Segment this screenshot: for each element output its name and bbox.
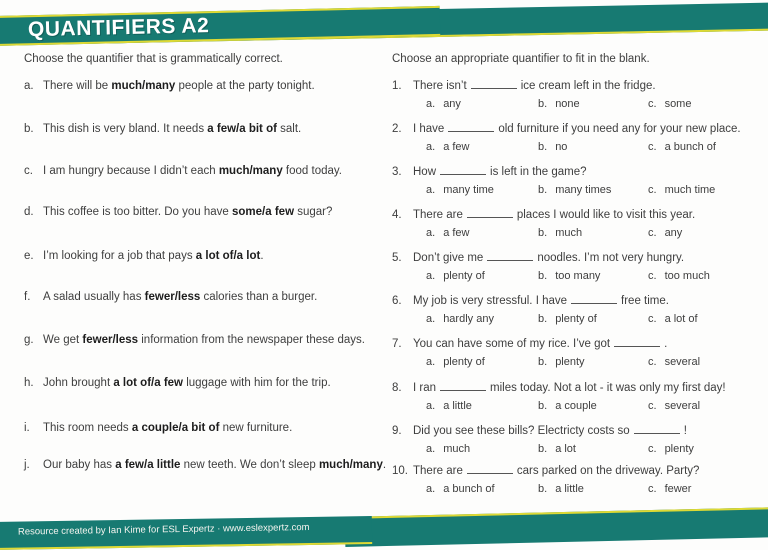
- option-label: plenty of: [443, 270, 485, 282]
- answer-blank: [614, 337, 660, 347]
- item-text: [43, 79, 388, 93]
- left-item: [24, 290, 388, 304]
- option-c: [648, 356, 766, 369]
- option-label: several: [664, 356, 701, 368]
- option-label: too much: [664, 270, 710, 282]
- item-bold: a lot of/a few: [113, 377, 183, 389]
- question-post: free time.: [621, 295, 669, 307]
- option-label: any: [443, 98, 461, 110]
- question-post: cars parked on the driveway. Party?: [516, 465, 700, 477]
- option-letter: a.: [426, 483, 436, 495]
- question-pre: There are: [413, 209, 463, 221]
- page-title: QUANTIFIERS A2: [27, 14, 210, 42]
- left-instruction: Choose the quantifier that is grammatically correct.: [24, 53, 283, 65]
- option-letter: c.: [648, 400, 657, 412]
- question-line: [392, 294, 766, 308]
- option-label: much time: [664, 184, 716, 196]
- question-line: [392, 337, 766, 351]
- option-letter: a.: [426, 98, 436, 110]
- option-b: [538, 483, 648, 496]
- left-item: [24, 164, 388, 178]
- options-row: [392, 400, 766, 413]
- item-post2: .: [382, 459, 387, 471]
- option-label: many times: [555, 184, 612, 196]
- question-pre: There isn’t: [413, 80, 467, 92]
- item-pre: There will be: [43, 80, 112, 92]
- item-pre: I am hungry because I didn’t each: [43, 165, 219, 177]
- option-label: plenty of: [555, 313, 597, 325]
- left-item: [24, 421, 388, 435]
- option-letter: c.: [648, 227, 657, 239]
- left-item: [24, 79, 388, 93]
- option-label: several: [664, 400, 701, 412]
- footer-ribbon-back: [345, 507, 768, 547]
- option-letter: a.: [426, 443, 436, 455]
- option-label: much: [443, 443, 471, 455]
- right-item: [392, 122, 766, 154]
- option-c: [648, 400, 766, 413]
- right-item: [392, 208, 766, 240]
- option-letter: a.: [426, 227, 436, 239]
- question-number: 5.: [392, 252, 402, 264]
- option-label: hardly any: [443, 313, 494, 325]
- option-letter: b.: [538, 443, 548, 455]
- question-post: noodles. I’m not very hungry.: [537, 252, 685, 264]
- option-a: [426, 141, 538, 154]
- item-post: people at the party tonight.: [175, 80, 315, 92]
- option-letter: b.: [538, 227, 548, 239]
- option-label: a lot of: [664, 313, 698, 325]
- question-pre: Did you see these bills? Electricty costs so: [413, 425, 630, 437]
- item-post: .: [260, 250, 264, 262]
- answer-blank: [571, 294, 617, 304]
- question-line: [392, 165, 766, 179]
- answer-blank: [467, 208, 513, 218]
- option-label: much: [555, 227, 583, 239]
- question-post: .: [664, 338, 668, 350]
- item-letter: f.: [24, 291, 31, 303]
- option-letter: b.: [538, 483, 548, 495]
- option-label: a little: [443, 400, 472, 412]
- item-letter: h.: [24, 377, 34, 389]
- item-letter: c.: [24, 165, 33, 177]
- item-letter: a.: [24, 80, 34, 92]
- option-b: [538, 313, 648, 326]
- option-b: [538, 141, 648, 154]
- option-label: a bunch of: [664, 141, 716, 153]
- question-post: miles today. Not a lot - it was only my first day!: [490, 382, 726, 394]
- option-label: some: [664, 98, 692, 110]
- option-b: [538, 184, 648, 197]
- item-bold2: much/many: [318, 459, 383, 471]
- option-letter: c.: [648, 184, 657, 196]
- options-row: [392, 313, 766, 326]
- option-c: [648, 141, 766, 154]
- item-pre: A salad usually has: [43, 291, 145, 303]
- item-post: new furniture.: [219, 422, 293, 434]
- item-pre: We get: [43, 334, 83, 346]
- item-post: food today.: [282, 165, 342, 177]
- option-letter: a.: [426, 141, 436, 153]
- option-label: a bunch of: [443, 483, 495, 495]
- item-post: new teeth. We don’t sleep: [180, 459, 319, 471]
- right-item: [392, 79, 766, 111]
- option-letter: a.: [426, 313, 436, 325]
- question-number: 9.: [392, 425, 402, 437]
- right-item: [392, 464, 766, 496]
- options-row: [392, 443, 766, 456]
- option-c: [648, 483, 766, 496]
- question-pre: You can have some of my rice. I’ve got: [413, 338, 611, 350]
- option-b: [538, 443, 648, 456]
- answer-blank: [440, 381, 486, 391]
- question-number: 1.: [392, 80, 402, 92]
- option-letter: b.: [538, 184, 548, 196]
- right-item: [392, 251, 766, 283]
- option-letter: c.: [648, 270, 657, 282]
- option-b: [538, 400, 648, 413]
- item-pre: This coffee is too bitter. Do you have: [43, 206, 233, 218]
- option-label: too many: [555, 270, 601, 282]
- right-item: [392, 294, 766, 326]
- item-bold: a lot of/a lot: [195, 250, 261, 262]
- option-letter: b.: [538, 356, 548, 368]
- left-item: [24, 205, 388, 219]
- option-a: [426, 184, 538, 197]
- header-ribbon: [0, 6, 440, 46]
- item-pre: This dish is very bland. It needs: [43, 123, 208, 135]
- item-bold: some/a few: [232, 206, 295, 218]
- answer-blank: [467, 464, 513, 474]
- question-post: is left in the game?: [490, 166, 587, 178]
- item-text: [43, 376, 388, 390]
- option-c: [648, 184, 766, 197]
- question-pre: There are: [413, 465, 463, 477]
- item-pre: This room needs: [43, 422, 132, 434]
- item-text: [43, 205, 388, 219]
- item-bold: fewer/less: [144, 291, 201, 303]
- left-item: [24, 249, 388, 263]
- option-label: plenty of: [443, 356, 485, 368]
- question-number: 8.: [392, 382, 402, 394]
- answer-blank: [471, 79, 517, 89]
- option-label: fewer: [664, 483, 692, 495]
- item-post: luggage with him for the trip.: [183, 377, 331, 389]
- option-c: [648, 98, 766, 111]
- option-b: [538, 270, 648, 283]
- item-pre: John brought: [43, 377, 114, 389]
- options-row: [392, 98, 766, 111]
- item-post: information from the newspaper these days.: [138, 334, 365, 346]
- answer-blank: [440, 165, 486, 175]
- item-letter: i.: [24, 422, 30, 434]
- option-letter: b.: [538, 400, 548, 412]
- item-text: [43, 164, 388, 178]
- question-number: 4.: [392, 209, 402, 221]
- question-line: [392, 208, 766, 222]
- question-line: [392, 381, 766, 395]
- item-bold: a few/a bit of: [207, 123, 277, 135]
- item-post: sugar?: [294, 206, 333, 218]
- left-item: [24, 458, 388, 472]
- option-b: [538, 227, 648, 240]
- question-line: [392, 251, 766, 265]
- option-c: [648, 443, 766, 456]
- item-text: [43, 290, 388, 304]
- options-row: [392, 141, 766, 154]
- item-text: [43, 249, 388, 263]
- option-label: a little: [555, 483, 584, 495]
- option-letter: c.: [648, 356, 657, 368]
- question-number: 6.: [392, 295, 402, 307]
- item-pre: Our baby has: [43, 459, 116, 471]
- question-post: places I would like to visit this year.: [516, 209, 696, 221]
- question-pre: My job is very stressful. I have: [413, 295, 568, 307]
- question-post: !: [683, 425, 687, 437]
- option-a: [426, 227, 538, 240]
- question-pre: Don’t give me: [413, 252, 484, 264]
- item-text: [43, 122, 388, 136]
- item-post: salt.: [276, 123, 302, 135]
- option-label: many time: [443, 184, 494, 196]
- option-label: a lot: [555, 443, 576, 455]
- option-label: plenty: [555, 356, 585, 368]
- answer-blank: [448, 122, 494, 132]
- item-bold: a few/a little: [115, 459, 181, 471]
- option-label: none: [555, 98, 580, 110]
- option-b: [538, 98, 648, 111]
- answer-blank: [634, 424, 680, 434]
- item-letter: b.: [24, 123, 34, 135]
- item-letter: d.: [24, 206, 34, 218]
- left-item: [24, 333, 388, 347]
- option-letter: a.: [426, 400, 436, 412]
- option-letter: c.: [648, 141, 657, 153]
- item-text: [43, 421, 388, 435]
- option-c: [648, 313, 766, 326]
- option-c: [648, 227, 766, 240]
- question-post: old furniture if you need any for your new place.: [498, 123, 741, 135]
- option-letter: c.: [648, 483, 657, 495]
- footer-ribbon: [0, 516, 372, 550]
- option-a: [426, 483, 538, 496]
- option-label: a couple: [555, 400, 597, 412]
- option-label: a few: [443, 141, 470, 153]
- option-label: plenty: [664, 443, 694, 455]
- option-a: [426, 356, 538, 369]
- option-letter: b.: [538, 270, 548, 282]
- right-item: [392, 337, 766, 369]
- option-a: [426, 98, 538, 111]
- item-post: calories than a burger.: [200, 291, 318, 303]
- option-letter: b.: [538, 313, 548, 325]
- option-letter: c.: [648, 98, 657, 110]
- option-letter: c.: [648, 313, 657, 325]
- option-c: [648, 270, 766, 283]
- right-item: [392, 381, 766, 413]
- item-letter: j.: [24, 459, 30, 471]
- item-bold: much/many: [111, 80, 176, 92]
- option-letter: b.: [538, 98, 548, 110]
- option-a: [426, 270, 538, 283]
- options-row: [392, 483, 766, 496]
- item-text: [43, 333, 388, 347]
- options-row: [392, 356, 766, 369]
- question-pre: I have: [413, 123, 445, 135]
- question-line: [392, 464, 766, 478]
- item-bold: much/many: [218, 165, 283, 177]
- options-row: [392, 227, 766, 240]
- question-number: 7.: [392, 338, 402, 350]
- right-item: [392, 424, 766, 456]
- left-item: [24, 122, 388, 136]
- item-bold: a couple/a bit of: [131, 422, 220, 434]
- item-letter: e.: [24, 250, 34, 262]
- question-pre: I ran: [413, 382, 437, 394]
- question-post: ice cream left in the fridge.: [520, 80, 656, 92]
- question-line: [392, 79, 766, 93]
- question-number: 3.: [392, 166, 402, 178]
- option-letter: a.: [426, 184, 436, 196]
- item-letter: g.: [24, 334, 34, 346]
- option-letter: b.: [538, 141, 548, 153]
- option-a: [426, 400, 538, 413]
- option-a: [426, 443, 538, 456]
- option-label: any: [664, 227, 683, 239]
- right-instruction: Choose an appropriate quantifier to fit in the blank.: [392, 53, 650, 65]
- options-row: [392, 184, 766, 197]
- question-line: [392, 424, 766, 438]
- item-pre: I’m looking for a job that pays: [43, 250, 196, 262]
- option-a: [426, 313, 538, 326]
- option-letter: c.: [648, 443, 657, 455]
- left-item: [24, 376, 388, 390]
- option-label: a few: [443, 227, 470, 239]
- option-b: [538, 356, 648, 369]
- option-letter: a.: [426, 270, 436, 282]
- answer-blank: [487, 251, 533, 261]
- footer-credit: Resource created by Ian Kime for ESL Expertz · www.eslexpertz.com: [17, 521, 310, 538]
- options-row: [392, 270, 766, 283]
- option-label: no: [555, 141, 568, 153]
- question-number: 2.: [392, 123, 402, 135]
- item-text: [43, 458, 388, 472]
- question-line: [392, 122, 766, 136]
- option-letter: a.: [426, 356, 436, 368]
- right-item: [392, 165, 766, 197]
- question-pre: How: [413, 166, 437, 178]
- item-bold: fewer/less: [82, 334, 139, 346]
- question-number: 10.: [392, 465, 408, 477]
